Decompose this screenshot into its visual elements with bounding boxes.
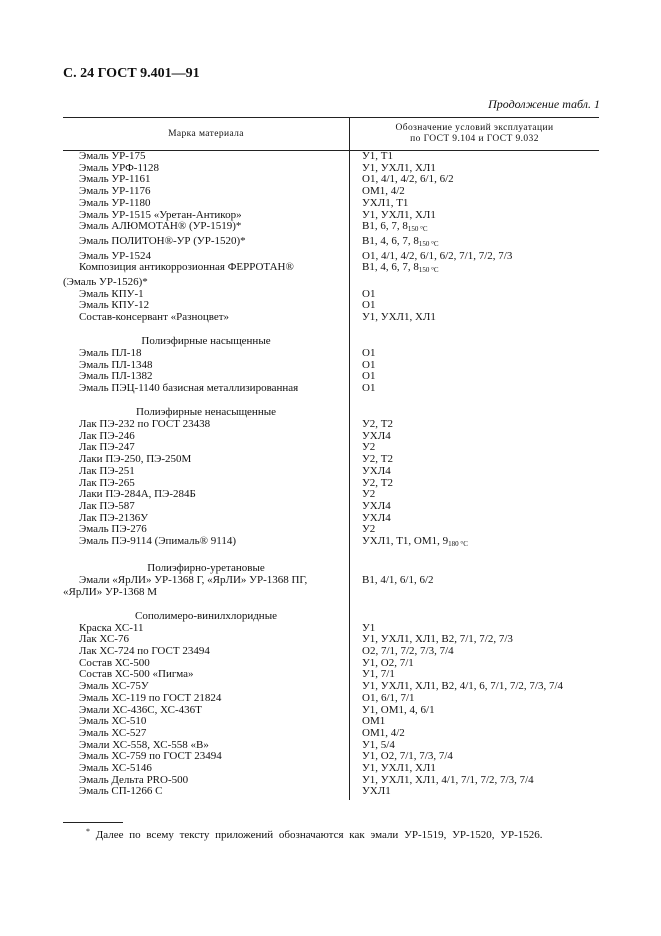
table-row bbox=[63, 623, 599, 635]
operating-conditions-text: У1, УХЛ1, ХЛ1 bbox=[362, 311, 436, 324]
operating-conditions-text: УХЛ4 bbox=[362, 499, 391, 512]
material-name: Лак ПЭ-247 bbox=[79, 442, 135, 454]
material-name: Состав ХС-500 «Пигма» bbox=[79, 669, 194, 681]
operating-conditions bbox=[349, 431, 599, 443]
operating-conditions-text: О2, 7/1, 7/2, 7/3, 7/4 bbox=[362, 645, 454, 658]
operating-conditions-text: У2 bbox=[362, 441, 376, 454]
operating-conditions-text: ОМ1, 4/2 bbox=[362, 185, 405, 198]
table-row bbox=[63, 681, 599, 693]
footnote-rule bbox=[63, 822, 123, 823]
operating-conditions bbox=[349, 371, 599, 383]
column-divider bbox=[349, 151, 350, 800]
table-spacer bbox=[63, 598, 599, 611]
operating-conditions-text: У2 bbox=[362, 523, 376, 536]
column-header-conditions bbox=[350, 118, 599, 150]
temperature-subscript: 150 °С bbox=[418, 266, 439, 275]
table-row bbox=[63, 300, 599, 312]
material-name: Эмаль ХС-119 по ГОСТ 21824 bbox=[79, 692, 222, 704]
operating-conditions bbox=[349, 336, 599, 348]
operating-conditions-text: У1, УХЛ1, ХЛ1 bbox=[362, 762, 436, 775]
page-header: С. 24 ГОСТ 9.401—91 bbox=[63, 66, 200, 81]
table-row bbox=[63, 658, 599, 670]
operating-conditions-text: У2, Т2 bbox=[362, 418, 394, 431]
operating-conditions-text: У1, ОМ1, 4, 6/1 bbox=[362, 703, 435, 716]
operating-conditions-text: У1, О2, 7/1 bbox=[362, 656, 414, 669]
material-name: Эмаль ПЭЦ-1140 базисная металлизированная bbox=[79, 383, 299, 395]
table-spacer bbox=[63, 395, 599, 408]
table-row bbox=[63, 646, 599, 658]
material-name: Эмаль ПОЛИТОН®-УР (УР-1520)* bbox=[79, 235, 246, 247]
material-name: Эмаль ХС-510 bbox=[79, 716, 147, 728]
operating-conditions-text: О1 bbox=[362, 347, 376, 360]
table-row bbox=[63, 478, 599, 490]
operating-conditions bbox=[349, 360, 599, 372]
material-name: Лак ПЭ-2136У bbox=[79, 512, 149, 524]
table-row bbox=[63, 198, 599, 210]
temperature-subscript: 150 °С bbox=[418, 239, 439, 248]
operating-conditions bbox=[349, 536, 599, 551]
operating-conditions-text: О1 bbox=[362, 382, 376, 395]
operating-conditions-text: У1, УХЛ1, ХЛ1, 4/1, 7/1, 7/2, 7/3, 7/4 bbox=[362, 773, 534, 786]
material-name: (Эмаль УР-1526)* bbox=[63, 277, 148, 289]
operating-conditions-text: УХЛ4 bbox=[362, 464, 391, 477]
operating-conditions bbox=[349, 262, 599, 277]
table-row bbox=[63, 466, 599, 478]
operating-conditions-text: У1, УХЛ1, ХЛ1, В2, 7/1, 7/2, 7/3 bbox=[362, 633, 513, 646]
operating-conditions-text: УХЛ1, Т1 bbox=[362, 196, 409, 209]
table-row bbox=[63, 371, 599, 383]
table-row bbox=[63, 151, 599, 163]
operating-conditions bbox=[349, 236, 599, 251]
operating-conditions bbox=[349, 478, 599, 490]
material-name: Лак ПЭ-587 bbox=[79, 500, 135, 512]
table-section-heading bbox=[63, 336, 599, 348]
material-name: Эмаль УР-1524 bbox=[79, 250, 151, 262]
table-row bbox=[63, 262, 599, 277]
material-name: Эмали ХС-436С, ХС-436Т bbox=[79, 704, 202, 716]
temperature-subscript: 150 °С bbox=[407, 225, 428, 234]
table-continuation-label: Продолжение табл. 1 bbox=[488, 97, 600, 111]
table-row bbox=[63, 419, 599, 431]
operating-conditions-text: ОМ1 bbox=[362, 715, 386, 728]
operating-conditions-text: В1, 6, 7, 8 bbox=[362, 220, 408, 233]
operating-conditions bbox=[349, 289, 599, 301]
table-row bbox=[63, 740, 599, 752]
materials-table bbox=[63, 117, 599, 798]
operating-conditions-text: У2 bbox=[362, 488, 376, 501]
section-title: Полиэфирные ненасыщенные bbox=[136, 407, 276, 419]
material-name: Лак ПЭ-265 bbox=[79, 477, 135, 489]
operating-conditions-text: У1, 7/1 bbox=[362, 668, 395, 681]
material-name: Лаки ПЭ-284А, ПЭ-284Б bbox=[79, 489, 196, 501]
material-name: Эмали «ЯрЛИ» УР-1368 Г, «ЯрЛИ» УР-1368 ПГ, bbox=[79, 575, 308, 586]
operating-conditions bbox=[349, 348, 599, 360]
material-name: Лак ПЭ-251 bbox=[79, 465, 135, 477]
material-name: Лаки ПЭ-250, ПЭ-250М bbox=[79, 454, 192, 466]
table-row bbox=[63, 186, 599, 198]
table-row bbox=[63, 442, 599, 454]
operating-conditions-text: У1, УХЛ1, ХЛ1 bbox=[362, 161, 436, 174]
material-name: Эмаль ПЭ-9114 (Эпималь® 9114) bbox=[79, 536, 237, 548]
table-row bbox=[63, 348, 599, 360]
table-row bbox=[63, 751, 599, 763]
table-row bbox=[63, 289, 599, 301]
operating-conditions bbox=[349, 277, 599, 289]
operating-conditions-text: О1 bbox=[362, 358, 376, 371]
column-header-conditions-line2: по ГОСТ 9.104 и ГОСТ 9.032 bbox=[410, 134, 539, 144]
footnote-marker: * bbox=[86, 827, 90, 836]
operating-conditions-text: О1, 4/1, 4/2, 6/1, 6/2 bbox=[362, 173, 454, 186]
footnote-text: Далее по всему тексту приложений обозначаются как эмали УР-1519, УР-1520, УР-1526. bbox=[95, 829, 543, 841]
table-row bbox=[63, 174, 599, 186]
operating-conditions bbox=[349, 705, 599, 717]
operating-conditions-text: У1, О2, 7/1, 7/3, 7/4 bbox=[362, 750, 453, 763]
material-name: Эмаль ХС-75У bbox=[79, 681, 149, 693]
table-spacer bbox=[63, 324, 599, 337]
table-row bbox=[63, 221, 599, 236]
material-name: Эмаль Дельта PRO-500 bbox=[79, 774, 189, 786]
material-name: Эмаль ХС-527 bbox=[79, 727, 147, 739]
operating-conditions-text: У2, Т2 bbox=[362, 453, 394, 466]
table-header bbox=[63, 117, 599, 151]
operating-conditions-text: У1, Т1 bbox=[362, 150, 394, 162]
operating-conditions-text: В1, 4, 6, 7, 8 bbox=[362, 234, 419, 247]
table-row bbox=[63, 312, 599, 324]
table-row bbox=[63, 728, 599, 740]
material-name: Эмаль ПЛ-18 bbox=[79, 348, 142, 360]
material-name: Эмаль ПЛ-1348 bbox=[79, 359, 153, 371]
operating-conditions-text: УХЛ1, Т1, ОМ1, 9 bbox=[362, 535, 449, 548]
operating-conditions-text: У1, 5/4 bbox=[362, 738, 395, 751]
table-row bbox=[63, 489, 599, 501]
material-name: Эмаль УР-175 bbox=[79, 151, 146, 162]
operating-conditions-text: О1, 6/1, 7/1 bbox=[362, 691, 415, 704]
table-row bbox=[63, 536, 599, 551]
section-title: Полиэфирные насыщенные bbox=[141, 336, 271, 348]
table-row bbox=[63, 705, 599, 717]
material-name: Эмали ХС-558, ХС-558 «В» bbox=[79, 739, 209, 751]
table-row bbox=[63, 210, 599, 222]
table-row bbox=[63, 716, 599, 728]
table-spacer bbox=[63, 551, 599, 564]
column-header-material: Марка материала bbox=[63, 118, 350, 150]
table-row bbox=[63, 431, 599, 443]
table-row bbox=[63, 524, 599, 536]
operating-conditions-text: УХЛ1 bbox=[362, 785, 391, 798]
table-body bbox=[63, 151, 599, 798]
operating-conditions-text: УХЛ4 bbox=[362, 511, 391, 524]
operating-conditions-text: О1 bbox=[362, 299, 376, 312]
column-header-conditions-line1: Обозначение условий эксплуатации bbox=[395, 123, 554, 133]
table-row bbox=[63, 251, 599, 263]
table-row bbox=[63, 575, 599, 587]
material-name: Состав ХС-500 bbox=[79, 657, 150, 669]
material-name: Лак ПЭ-232 по ГОСТ 23438 bbox=[79, 419, 211, 431]
table-row bbox=[63, 587, 599, 599]
material-name: «ЯрЛИ» УР-1368 М bbox=[63, 586, 158, 598]
table-row bbox=[63, 775, 599, 787]
operating-conditions-text: У1, УХЛ1, ХЛ1 bbox=[362, 208, 436, 221]
operating-conditions-text: У2, Т2 bbox=[362, 476, 394, 489]
operating-conditions-text: О1 bbox=[362, 287, 376, 300]
operating-conditions-text: УХЛ4 bbox=[362, 429, 391, 442]
material-name: Эмаль ХС-5146 bbox=[79, 763, 152, 775]
table-row bbox=[63, 236, 599, 251]
operating-conditions bbox=[349, 513, 599, 525]
material-name: Лак ХС-724 по ГОСТ 23494 bbox=[79, 646, 210, 658]
operating-conditions-text: О1, 4/1, 4/2, 6/1, 6/2, 7/1, 7/2, 7/3 bbox=[362, 249, 513, 262]
operating-conditions bbox=[349, 575, 599, 587]
material-name: Эмаль ПЭ-276 bbox=[79, 524, 147, 536]
table-row bbox=[63, 513, 599, 525]
operating-conditions-text: В1, 4/1, 6/1, 6/2 bbox=[362, 574, 434, 586]
operating-conditions-text: В1, 4, 6, 7, 8 bbox=[362, 261, 419, 274]
table-section-heading bbox=[63, 407, 599, 419]
operating-conditions-text: О1 bbox=[362, 370, 376, 383]
material-name: Эмаль УРФ-1128 bbox=[79, 162, 160, 174]
material-name: Эмаль ПЛ-1382 bbox=[79, 371, 153, 383]
operating-conditions bbox=[349, 221, 599, 236]
material-name: Эмаль СП-1266 С bbox=[79, 786, 163, 798]
operating-conditions bbox=[349, 383, 599, 395]
material-name: Состав-консервант «Разноцвет» bbox=[79, 312, 230, 324]
operating-conditions-text: ОМ1, 4/2 bbox=[362, 726, 405, 739]
table-section-heading bbox=[63, 563, 599, 575]
material-name: Эмаль УР-1176 bbox=[79, 186, 151, 198]
material-name: Эмаль ХС-759 по ГОСТ 23494 bbox=[79, 751, 222, 763]
table-row bbox=[63, 634, 599, 646]
material-name: Краска ХС-11 bbox=[79, 622, 144, 634]
table-row bbox=[63, 454, 599, 466]
material-name: Лак ХС-76 bbox=[79, 634, 129, 646]
operating-conditions bbox=[349, 611, 599, 623]
table-row bbox=[63, 693, 599, 705]
operating-conditions-text: У1, УХЛ1, ХЛ1, В2, 4/1, 6, 7/1, 7/2, 7/3, 7/4 bbox=[362, 680, 564, 693]
table-row bbox=[63, 163, 599, 175]
material-name: Композиция антикоррозионная ФЕРРОТАН® bbox=[79, 262, 294, 274]
footnote bbox=[86, 827, 543, 841]
section-title: Сополимеро-винилхлоридные bbox=[135, 610, 277, 622]
material-name: Лак ПЭ-246 bbox=[79, 430, 135, 442]
table-row bbox=[63, 501, 599, 513]
operating-conditions bbox=[349, 587, 599, 599]
table-row bbox=[63, 277, 599, 289]
material-name: Эмаль КПУ-1 bbox=[79, 288, 144, 300]
table-row bbox=[63, 786, 599, 798]
material-name: Эмаль УР-1180 bbox=[79, 197, 151, 209]
material-name: Эмаль УР-1515 «Уретан-Антикор» bbox=[79, 209, 242, 221]
operating-conditions bbox=[349, 786, 599, 798]
material-name: Эмаль УР-1161 bbox=[79, 174, 151, 186]
temperature-subscript: 180 °С bbox=[448, 540, 468, 549]
material-name: Эмаль АЛЮМОТАН® (УР-1519)* bbox=[79, 221, 242, 233]
operating-conditions-text: У1 bbox=[362, 621, 376, 634]
operating-conditions bbox=[349, 312, 599, 324]
material-name: Эмаль КПУ-12 bbox=[79, 300, 150, 312]
table-section-heading bbox=[63, 611, 599, 623]
section-title: Полиэфирно-уретановые bbox=[147, 563, 265, 575]
table-row bbox=[63, 383, 599, 395]
table-row bbox=[63, 360, 599, 372]
